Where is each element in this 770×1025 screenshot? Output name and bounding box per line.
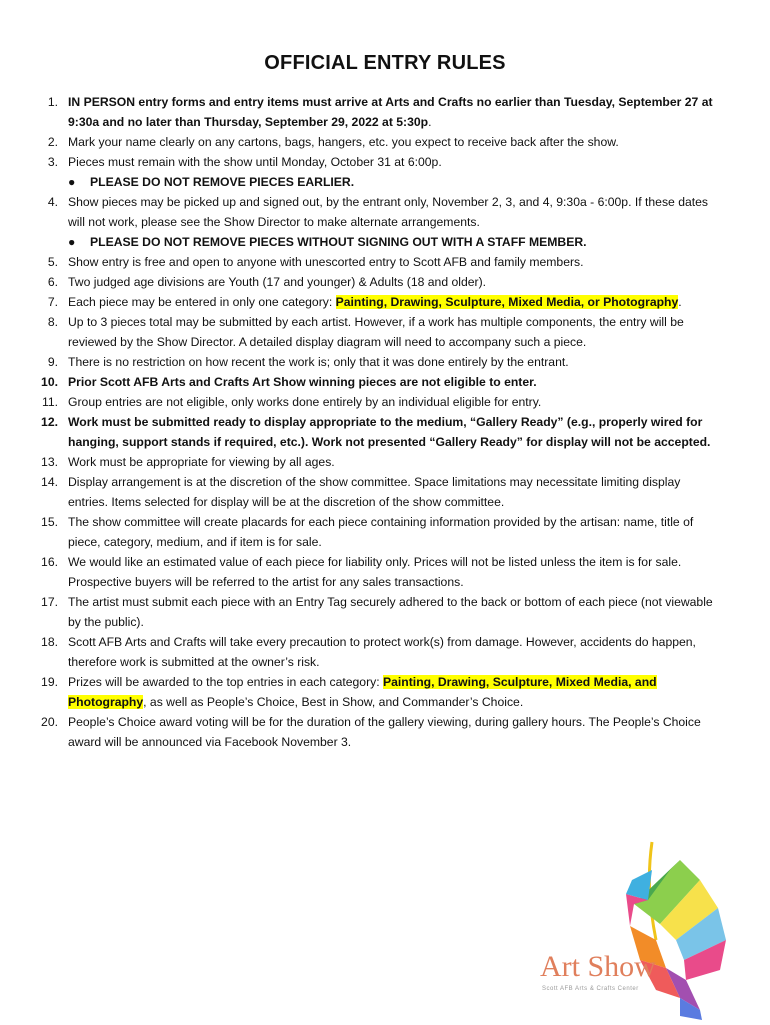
rule-item — [20, 192, 720, 232]
rule-text: The show committee will create placards for each piece containing information provided by the artisan: name, title of piece, category, medium, and if item is for sale. — [68, 515, 694, 549]
rule-number: 10. — [41, 375, 58, 389]
rule-item — [20, 292, 720, 312]
rule-item — [20, 252, 720, 272]
rule-number: 4. — [47, 195, 58, 209]
logo-subtitle: Scott AFB Arts & Crafts Center — [542, 986, 639, 992]
rule-text: IN PERSON entry forms and entry items must arrive at Arts and Crafts no earlier than Tuesday, September 27 at 9:30a and no later than Thursday, September 29, 2022 at 5:30p — [68, 95, 713, 129]
rule-text: Each piece may be entered in only one category: — [68, 295, 336, 309]
rule-number: 17. — [41, 595, 58, 609]
art-show-logo — [530, 840, 730, 1020]
rule-item — [20, 272, 720, 292]
rule-text: There is no restriction on how recent the work is; only that it was done entirely by the entrant. — [68, 355, 569, 369]
rule-number: 19. — [41, 675, 58, 689]
rule-number: 11. — [41, 395, 58, 409]
rule-item — [20, 392, 720, 412]
rule-item — [20, 312, 720, 352]
bullet-text: PLEASE DO NOT REMOVE PIECES EARLIER. — [90, 175, 355, 189]
rule-item — [20, 592, 720, 632]
rule-text: . — [678, 295, 682, 309]
rule-text: Work must be submitted ready to display appropriate to the medium, “Gallery Ready” (e.g., properly wired for hanging, support stands if required, etc.). Work not presented “Gallery Ready” for display will not be accepted. — [68, 415, 711, 449]
rule-text: Mark your name clearly on any cartons, bags, hangers, etc. you expect to receive back after the show. — [68, 135, 619, 149]
rule-number: 13. — [41, 455, 58, 469]
rule-item — [20, 132, 720, 152]
rule-text: Prior Scott AFB Arts and Crafts Art Show winning pieces are not eligible to enter. — [68, 375, 537, 389]
art-show-logo-graphic — [530, 840, 730, 1020]
bullet-dot-icon: ● — [68, 175, 76, 189]
rule-number: 8. — [47, 315, 58, 329]
rule-number: 3. — [47, 155, 58, 169]
rule-item — [20, 152, 720, 172]
rule-item — [20, 712, 720, 752]
rule-item — [20, 352, 720, 372]
rule-text: Two judged age divisions are Youth (17 and younger) & Adults (18 and older). — [68, 275, 487, 289]
rule-text: Group entries are not eligible, only works done entirely by an individual eligible for entry. — [68, 395, 542, 409]
rule-item — [20, 672, 720, 712]
rule-item — [20, 92, 720, 132]
rule-text: . — [428, 115, 432, 129]
rule-text: Work must be appropriate for viewing by all ages. — [68, 455, 335, 469]
rule-number: 14. — [41, 475, 58, 489]
rule-sub-bullet — [20, 232, 720, 252]
highlighted-text: Painting, Drawing, Sculpture, Mixed Media, and Photography — [68, 675, 657, 709]
bullet-text: PLEASE DO NOT REMOVE PIECES WITHOUT SIGNING OUT WITH A STAFF MEMBER. — [90, 235, 587, 249]
rule-number: 2. — [47, 135, 58, 149]
rule-text: Prizes will be awarded to the top entries in each category: — [68, 675, 384, 689]
rule-number: 6. — [47, 275, 58, 289]
rule-text: , as well as People’s Choice, Best in Show, and Commander’s Choice. — [143, 695, 524, 709]
bullet-dot-icon: ● — [68, 235, 76, 249]
rule-item — [20, 512, 720, 552]
rule-text: Scott AFB Arts and Crafts will take every precaution to protect work(s) from damage. However, accidents do happen, therefore work is submitted at the owner’s risk. — [68, 635, 696, 669]
rule-number: 20. — [41, 715, 58, 729]
rule-number: 12. — [41, 415, 58, 429]
rule-number: 9. — [47, 355, 58, 369]
rule-number: 16. — [41, 555, 58, 569]
page-title: OFFICIAL ENTRY RULES — [264, 52, 506, 74]
rule-number: 18. — [41, 635, 58, 649]
logo-title: Art Show — [540, 950, 656, 983]
rule-text: Up to 3 pieces total may be submitted by each artist. However, if a work has multiple components, the entry will be reviewed by the Show Director. A detailed display diagram will need to accompany such a piece. — [68, 315, 684, 349]
rule-text: People’s Choice award voting will be for the duration of the gallery viewing, during gallery hours. The People’s Choice award will be announced via Facebook November 3. — [68, 715, 701, 749]
rule-text: Show pieces may be picked up and signed out, by the entrant only, November 2, 3, and 4, 9:30a - 6:00p. If these dates will not work, please see the Show Director to make alternate arrangements. — [68, 195, 709, 229]
rule-item — [20, 372, 720, 392]
rule-item — [20, 552, 720, 592]
rule-text: We would like an estimated value of each piece for liability only. Prices will not be listed unless the item is for sale. Prospective buyers will be referred to the artist for any sales transactions. — [68, 555, 682, 589]
rule-item — [20, 472, 720, 512]
rule-text: Show entry is free and open to anyone with unescorted entry to Scott AFB and family members. — [68, 255, 584, 269]
rule-number: 1. — [47, 95, 58, 109]
rule-number: 5. — [47, 255, 58, 269]
rule-item — [20, 412, 720, 452]
rule-number: 15. — [41, 515, 58, 529]
rule-item — [20, 452, 720, 472]
rule-number: 7. — [47, 295, 58, 309]
rule-item — [20, 632, 720, 672]
rule-sub-bullet — [20, 172, 720, 192]
rule-text: Display arrangement is at the discretion of the show committee. Space limitations may necessitate limiting display entries. Items selected for display will be at the discretion of the show committee. — [68, 475, 681, 509]
rule-text: Pieces must remain with the show until Monday, October 31 at 6:00p. — [68, 155, 442, 169]
highlighted-text: Painting, Drawing, Sculpture, Mixed Media, or Photography — [335, 295, 679, 309]
rules-list — [20, 92, 720, 752]
rule-text: The artist must submit each piece with an Entry Tag securely adhered to the back or bottom of each piece (not viewable by the public). — [68, 595, 713, 629]
